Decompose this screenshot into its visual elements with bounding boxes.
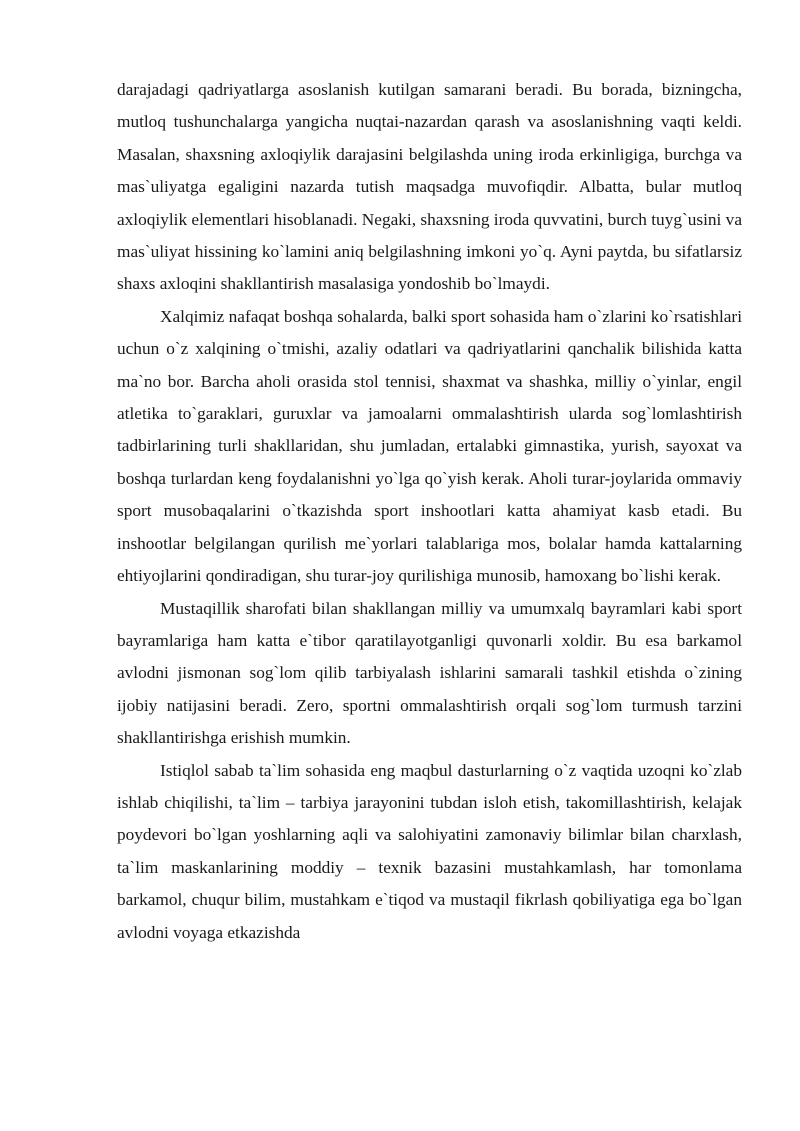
paragraph-1: darajadagi qadriyatlarga asoslanish kutilgan samarani beradi. Bu borada, bizningcha, mutloq tushunchalarga yangicha nuqtai-nazardan qarash va asoslanishning vaqti keldi. Masalan, shaxsning axloqiylik darajasini belgilashda uning iroda erkinligiga, burchga va mas`uliyatga egaligini nazarda tutish maqsadga muvofiqdir. Albatta, bular mutloq axloqiylik elementlari hisoblanadi. Negaki, shaxsning iroda quvvatini, burch tuyg`usini va mas`uliyat hissining ko`lamini aniq belgilashning imkoni yo`q. Ayni paytda, bu sifatlarsiz shaxs axloqini shakllantirish masalasiga yondoshib bo`lmaydi. — [117, 80, 742, 294]
paragraph-4: Istiqlol sabab ta`lim sohasida eng maqbul dasturlarning o`z vaqtida uzoqni ko`zlab ishlab chiqilishi, ta`lim – tarbiya jarayonini tubdan isloh etish, takomillashtirish, kelajak poydevori bo`lgan yoshlarning aqli va salohiyatini zamonaviy bilimlar bilan charxlash, ta`lim maskanlarining moddiy – texnik bazasini mustahkamlash, har tomonlama barkamol, chuqur bilim, mustahkam e`tiqod va mustaqil fikrlash qobiliyatiga ega bo`lgan avlodni voyaga etkazishda — [117, 760, 742, 942]
document-page — [117, 74, 742, 949]
paragraph-2: Xalqimiz nafaqat boshqa sohalarda, balki sport sohasida ham o`zlarini ko`rsatishlari uchun o`z xalqining o`tmishi, azaliy odatlari va qadriyatlarini qanchalik bilishida katta ma`no bor. Barcha aholi orasida stol tennisi, shaxmat va shashka, milliy o`yinlar, engil atletika to`garaklari, guruxlar va jamoalarni ommalashtirish ularda sog`lomlashtirish tadbirlarining turli shakllaridan, shu jumladan, ertalabki gimnastika, yurish, sayoxat va boshqa turlardan keng foydalanishni yo`lga qo`yish kerak. Aholi turar-joylarida ommaviy sport musobaqalarini o`tkazishda sport inshootlari katta ahamiyat kasb etadi. Bu inshootlar belgilangan qurilish me`yorlari talablariga mos, bolalar hamda kattalarning ehtiyojlarini qondiradigan, shu turar-joy qurilishiga munosib, hamoxang bo`lishi kerak. — [117, 306, 742, 586]
paragraph-3: Mustaqillik sharofati bilan shakllangan milliy va umumxalq bayramlari kabi sport bayramlariga ham katta e`tibor qaratilayotganligi quvonarli xoldir. Bu esa barkamol avlodni jismonan sog`lom qilib tarbiyalash ishlarini samarali tashkil etishda o`zining ijobiy natijasini beradi. Zero, sportni ommalashtirish orqali sog`lom turmush tarzini shakllantirishga erishish mumkin. — [117, 598, 742, 748]
